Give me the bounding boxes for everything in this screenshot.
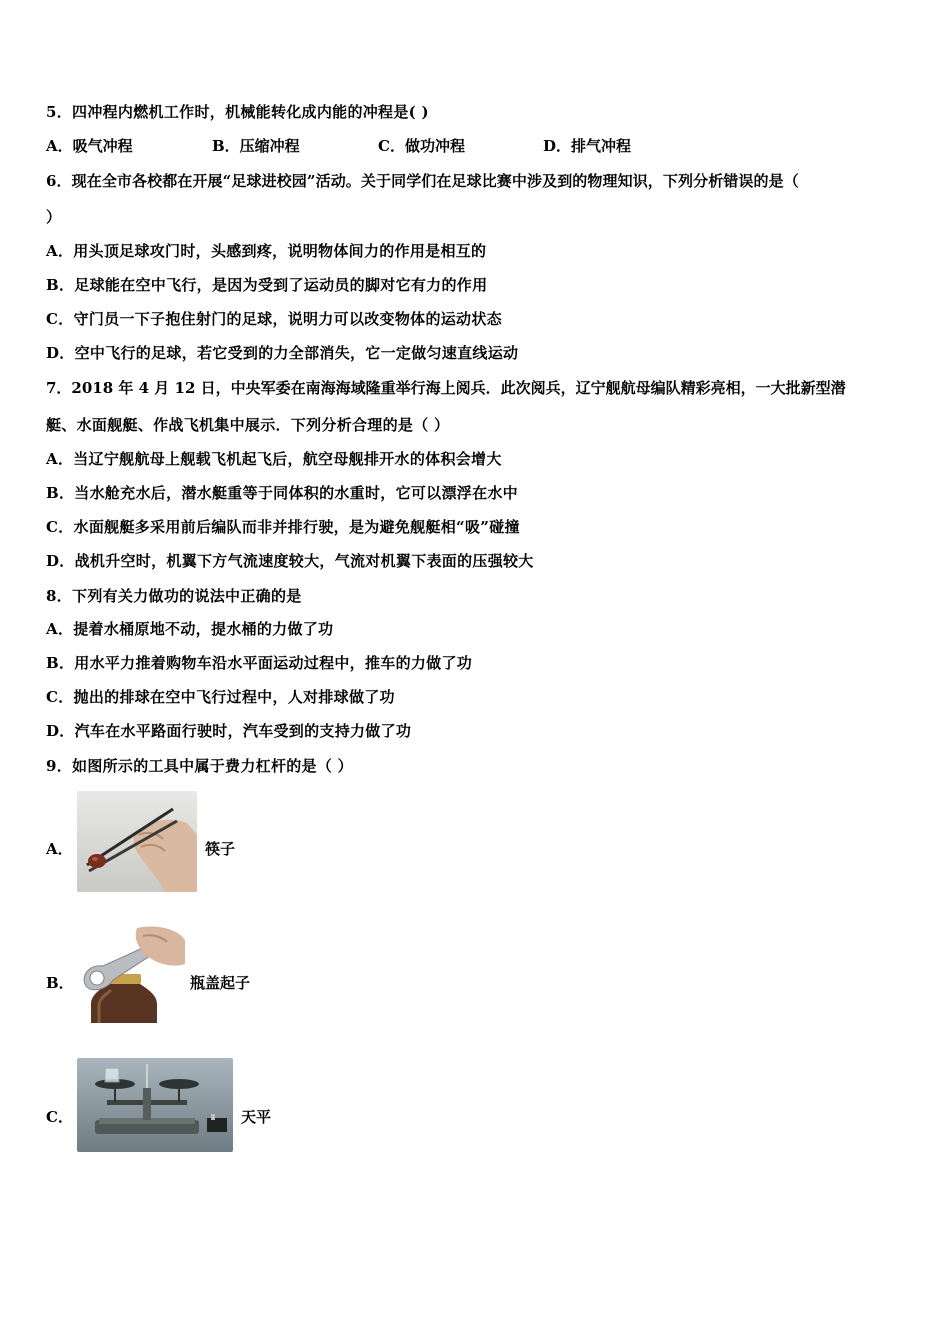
q5-stem: 5．四冲程内燃机工作时，机械能转化成内能的冲程是( ) xyxy=(46,103,429,121)
q9-option-a-label: 筷子 xyxy=(205,840,236,858)
q8-option-a: A．提着水桶原地不动，提水桶的力做了功 xyxy=(46,620,334,638)
q5-option-b: B．压缩冲程 xyxy=(212,137,300,155)
q6-stem-line2: ） xyxy=(46,208,62,226)
q5-option-d: D．排气冲程 xyxy=(543,137,632,155)
q5-option-c: C．做功冲程 xyxy=(378,137,465,155)
q5-option-a: A．吸气冲程 xyxy=(46,137,133,155)
q6-option-c: C．守门员一下子抱住射门的足球，说明力可以改变物体的运动状态 xyxy=(46,310,502,328)
bottle-opener-image xyxy=(77,924,187,1023)
balance-scale-image xyxy=(77,1058,233,1152)
q6-option-a: A．用头顶足球攻门时，头感到疼，说明物体间力的作用是相互的 xyxy=(46,242,487,260)
q8-stem: 8．下列有关力做功的说法中正确的是 xyxy=(46,587,302,605)
q9-option-a-letter: A． xyxy=(46,840,73,858)
q7-option-c: C．水面舰艇多采用前后编队而非并排行驶，是为避免舰艇相“吸”碰撞 xyxy=(46,518,520,536)
q9-option-b-label: 瓶盖起子 xyxy=(190,974,251,992)
chopsticks-photo xyxy=(77,791,197,892)
q9-option-c-letter: C． xyxy=(46,1108,73,1126)
q7-option-a: A．当辽宁舰航母上舰载飞机起飞后，航空母舰排开水的体积会增大 xyxy=(46,450,502,468)
q7-stem-line2: 艇、水面舰艇、作战飞机集中展示．下列分析合理的是（ ） xyxy=(46,416,450,434)
q8-option-b: B．用水平力推着购物车沿水平面运动过程中，推车的力做了功 xyxy=(46,654,473,672)
q7-stem-line1: 7．2018 年 4 月 12 日，中央军委在南海海域隆重举行海上阅兵．此次阅兵，辽宁舰航母编队精彩亮相，一大批新型潜 xyxy=(46,379,846,397)
q8-option-c: C．抛出的排球在空中飞行过程中，人对排球做了功 xyxy=(46,688,395,706)
q9-option-c-label: 天平 xyxy=(241,1108,272,1126)
q7-option-d: D．战机升空时，机翼下方气流速度较大，气流对机翼下表面的压强较大 xyxy=(46,552,534,570)
q9-stem: 9．如图所示的工具中属于费力杠杆的是（ ） xyxy=(46,757,353,775)
q7-option-b: B．当水舱充水后，潜水艇重等于同体积的水重时，它可以漂浮在水中 xyxy=(46,484,518,502)
q6-option-b: B．足球能在空中飞行，是因为受到了运动员的脚对它有力的作用 xyxy=(46,276,488,294)
bottle-opener-photo xyxy=(77,924,187,1023)
q8-option-d: D．汽车在水平路面行驶时，汽车受到的支持力做了功 xyxy=(46,722,412,740)
chopsticks-image xyxy=(77,791,197,892)
balance-scale-photo xyxy=(77,1058,233,1152)
q6-stem-line1: 6．现在全市各校都在开展“足球进校园”活动。关于同学们在足球比赛中涉及到的物理知识，下列分析错误的是（ xyxy=(46,172,799,190)
q6-option-d: D．空中飞行的足球，若它受到的力全部消失，它一定做匀速直线运动 xyxy=(46,344,519,362)
q9-option-b-letter: B． xyxy=(46,974,74,992)
